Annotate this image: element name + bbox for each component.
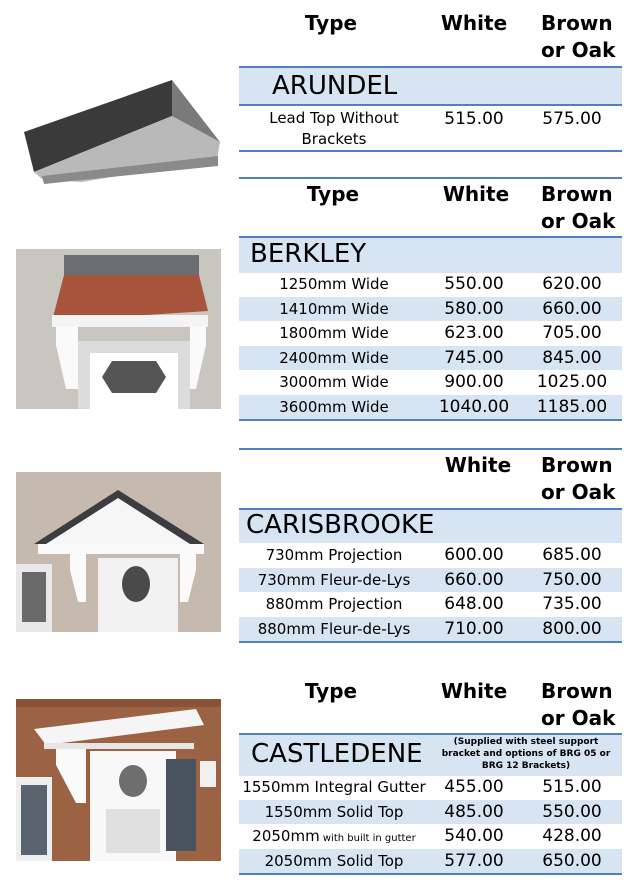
carisbrooke-row-type: 730mm Projection xyxy=(265,546,403,564)
berkley-row-brown: 1025.00 xyxy=(536,372,608,392)
berkley-row-white: 1040.00 xyxy=(438,396,510,417)
carisbrooke-row-white: 710.00 xyxy=(444,618,504,639)
castledene-row-white: 540.00 xyxy=(444,826,504,846)
carisbrooke-product-image xyxy=(16,472,221,632)
berkley-row-brown: 620.00 xyxy=(542,274,602,294)
castledene-row-type xyxy=(239,775,429,800)
castledene-row-white: 485.00 xyxy=(444,801,504,822)
carisbrooke-row-brown: 750.00 xyxy=(542,569,602,590)
carisbrooke-row-brown: 735.00 xyxy=(542,594,602,614)
castledene-product-image xyxy=(16,699,221,861)
berkley-header-brown-1: Brown xyxy=(541,182,613,206)
castledene-row-white: 455.00 xyxy=(444,777,504,797)
arundel-header-brown-1: Brown xyxy=(541,11,613,35)
castledene-header-white: White xyxy=(440,679,508,703)
berkley-header-brown-2: or Oak xyxy=(541,209,616,233)
arundel-name: ARUNDEL xyxy=(272,71,398,101)
carisbrooke-header-brown-2: or Oak xyxy=(541,480,616,504)
castledene-header-brown-2: or Oak xyxy=(541,706,616,730)
berkley-top-rule xyxy=(239,177,622,179)
arundel-product-image xyxy=(22,74,222,184)
castledene-row-type-text: 1550mm Integral Gutter xyxy=(242,778,426,796)
berkley-row-white: 550.00 xyxy=(444,274,504,294)
berkley-row-brown: 660.00 xyxy=(542,298,602,319)
table-row xyxy=(239,370,622,395)
berkley-bottom-rule xyxy=(239,419,622,421)
castledene-name: CASTLEDENE xyxy=(251,739,423,769)
table-row xyxy=(239,617,622,642)
arundel-header-brown-2: or Oak xyxy=(541,38,616,62)
berkley-row-brown: 1185.00 xyxy=(536,396,608,417)
carisbrooke-name: CARISBROOKE xyxy=(246,510,435,540)
berkley-row-brown: 705.00 xyxy=(542,323,602,343)
carisbrooke-row-brown: 800.00 xyxy=(542,618,602,639)
carisbrooke-row-white: 648.00 xyxy=(444,594,504,614)
castledene-row-brown: 515.00 xyxy=(542,777,602,797)
castledene-row-brown: 550.00 xyxy=(542,801,602,822)
berkley-row-white: 623.00 xyxy=(444,323,504,343)
berkley-row-brown: 845.00 xyxy=(542,347,602,368)
carisbrooke-header-brown-1: Brown xyxy=(541,453,613,477)
arundel-row-white: 515.00 xyxy=(444,109,504,129)
arundel-row-type-2: Brackets xyxy=(301,130,367,148)
arundel-rule-2 xyxy=(239,150,622,152)
arundel-row-brown: 575.00 xyxy=(542,109,602,129)
berkley-header-white: White xyxy=(442,182,510,206)
berkley-row-type: 3000mm Wide xyxy=(279,373,389,391)
berkley-product-image xyxy=(16,249,221,409)
table-row xyxy=(239,272,622,297)
arundel-header-white: White xyxy=(440,11,508,35)
castledene-row-type xyxy=(239,849,429,874)
castledene-row-type-text: 2050mm xyxy=(252,827,320,845)
castledene-row-type xyxy=(239,800,429,825)
table-row xyxy=(239,849,622,874)
table-row xyxy=(239,775,622,800)
carisbrooke-row-white: 600.00 xyxy=(444,545,504,565)
carisbrooke-row-white: 660.00 xyxy=(444,569,504,590)
table-row xyxy=(239,568,622,593)
castledene-bracket-note: (Supplied with steel support bracket and options of BRG 05 or BRG 12 Brackets) xyxy=(441,737,611,771)
castledene-bottom-rule xyxy=(239,873,622,875)
berkley-header-type: Type xyxy=(306,182,360,206)
berkley-row-type: 3600mm Wide xyxy=(279,397,389,416)
berkley-row-white: 745.00 xyxy=(444,347,504,368)
berkley-row-type: 1800mm Wide xyxy=(279,324,389,342)
arundel-header-type: Type xyxy=(304,11,358,35)
table-row xyxy=(239,592,622,617)
carisbrooke-row-type: 730mm Fleur-de-Lys xyxy=(257,570,411,589)
castledene-row-type xyxy=(239,824,429,852)
table-row xyxy=(239,346,622,371)
castledene-row-brown: 428.00 xyxy=(542,826,602,846)
berkley-row-type: 2400mm Wide xyxy=(279,348,389,367)
castledene-header-type: Type xyxy=(304,679,358,703)
carisbrooke-row-type: 880mm Projection xyxy=(265,595,403,613)
carisbrooke-row-brown: 685.00 xyxy=(542,545,602,565)
carisbrooke-bottom-rule xyxy=(239,641,622,643)
castledene-row-white: 577.00 xyxy=(444,850,504,871)
table-row xyxy=(239,297,622,322)
table-row xyxy=(239,321,622,346)
table-row xyxy=(239,824,622,849)
castledene-row-brown: 650.00 xyxy=(542,850,602,871)
berkley-row-type: 1250mm Wide xyxy=(279,275,389,293)
castledene-row-type-text: 2050mm Solid Top xyxy=(264,851,404,870)
castledene-row-type-small: with built in gutter xyxy=(319,833,416,844)
carisbrooke-header-white: White xyxy=(444,453,512,477)
table-row xyxy=(239,543,622,568)
carisbrooke-row-type: 880mm Fleur-de-Lys xyxy=(257,619,411,638)
berkley-row-white: 580.00 xyxy=(444,298,504,319)
berkley-name: BERKLEY xyxy=(250,239,367,269)
castledene-row-type-text: 1550mm Solid Top xyxy=(264,802,404,821)
table-row xyxy=(239,395,622,420)
carisbrooke-top-rule xyxy=(239,448,622,450)
berkley-row-white: 900.00 xyxy=(444,372,504,392)
arundel-row xyxy=(239,106,622,150)
arundel-row-type-1: Lead Top Without xyxy=(269,109,399,127)
table-row xyxy=(239,800,622,825)
berkley-row-type: 1410mm Wide xyxy=(279,299,389,318)
castledene-header-brown-1: Brown xyxy=(541,679,613,703)
